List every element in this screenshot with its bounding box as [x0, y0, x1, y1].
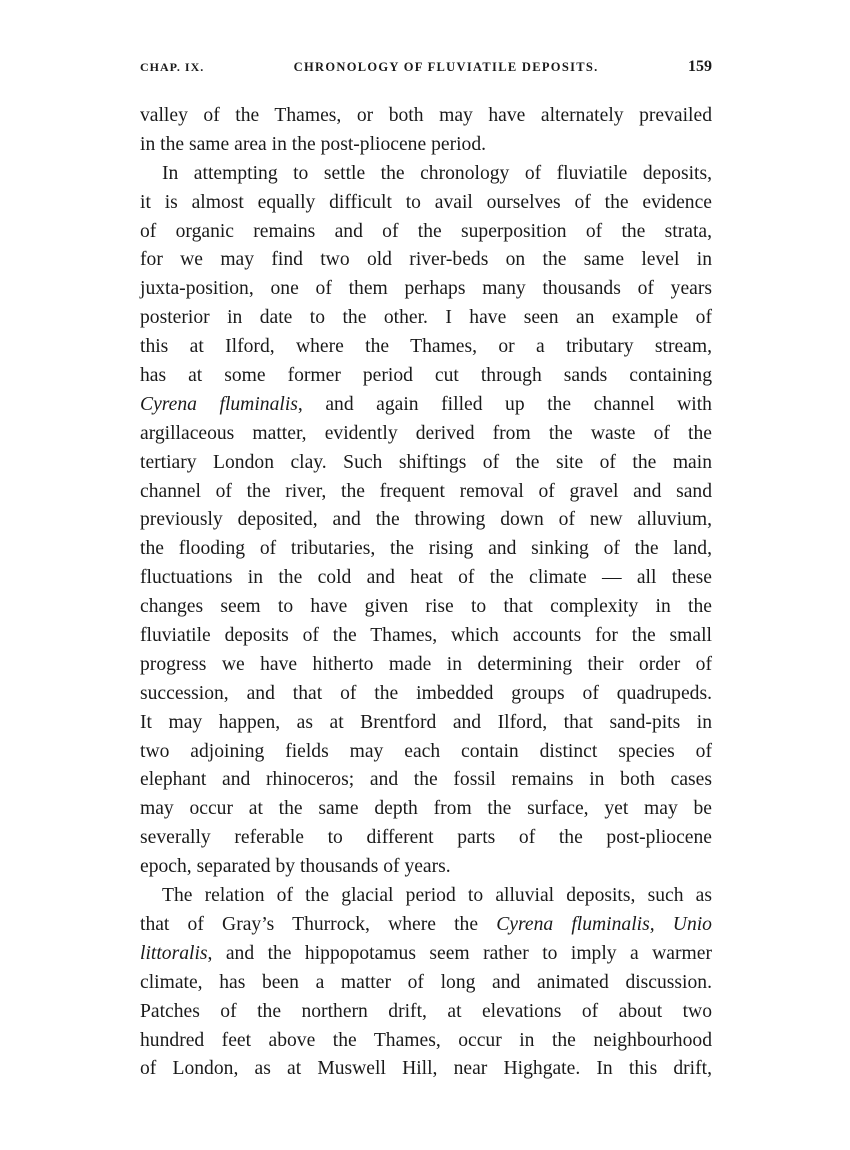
text-segment: It may happen, as at Brentford and Ilford, that sand-pits in	[140, 711, 712, 733]
text-segment: argillaceous matter, evidently derived from the waste of the	[140, 422, 712, 444]
text-segment: posterior in date to the other. I have seen an example of	[140, 307, 712, 329]
text-line	[140, 420, 712, 449]
book-page	[140, 58, 712, 1084]
text-line	[140, 275, 712, 304]
running-title: CHRONOLOGY OF FLUVIATILE DEPOSITS.	[293, 60, 599, 74]
text-line	[140, 189, 712, 218]
text-segment: it is almost equally difficult to avail ourselves of the evidence	[140, 191, 712, 213]
chapter-label: CHAP. IX.	[140, 60, 205, 74]
body-text	[140, 102, 712, 1084]
text-line	[140, 940, 712, 969]
text-line	[140, 651, 712, 680]
text-segment: In attempting to settle the chronology of fluviatile deposits,	[162, 162, 712, 184]
text-segment: tertiary London clay. Such shiftings of the site of the main	[140, 451, 712, 473]
text-segment: previously deposited, and the throwing down of new alluvium,	[140, 509, 712, 531]
text-segment: fluviatile deposits of the Thames, which accounts for the small	[140, 625, 712, 647]
text-segment: changes seem to have given rise to that complexity in the	[140, 596, 712, 618]
text-line	[140, 969, 712, 998]
text-segment: of organic remains and of the superposition of the strata,	[140, 220, 712, 242]
text-line	[140, 795, 712, 824]
text-line	[140, 564, 712, 593]
text-segment: in the same area in the post-pliocene period.	[140, 133, 487, 155]
text-line	[140, 102, 712, 131]
text-segment: channel of the river, the frequent removal of gravel and sand	[140, 480, 712, 502]
text-line	[140, 738, 712, 767]
text-line	[140, 853, 712, 882]
text-segment: severally referable to different parts of the post-pliocene	[140, 827, 712, 849]
text-line	[140, 333, 712, 362]
text-segment: Patches of the northern drift, at elevations of about two	[140, 1000, 712, 1022]
text-line	[140, 506, 712, 535]
text-segment: climate, has been a matter of long and animated discussion.	[140, 971, 712, 993]
text-segment: , and again filled up the channel with	[297, 393, 712, 415]
text-segment: has at some former period cut through sands containing	[140, 365, 712, 387]
text-segment: The relation of the glacial period to alluvial deposits, such as	[162, 885, 712, 907]
text-line	[140, 131, 712, 160]
italic-text: Cyrena fluminalis	[140, 393, 298, 415]
italic-text: Cyrena fluminalis, Unio	[496, 913, 712, 935]
text-line	[140, 1027, 712, 1056]
text-line	[140, 680, 712, 709]
text-segment: fluctuations in the cold and heat of the climate — all these	[140, 567, 712, 589]
text-line	[140, 1055, 712, 1084]
text-line	[140, 882, 712, 911]
text-segment: two adjoining fields may each contain distinct species of	[140, 740, 712, 762]
text-segment: , and the hippopotamus seem rather to imply a warmer	[207, 942, 712, 964]
text-segment: hundred feet above the Thames, occur in the neighbourhood	[140, 1029, 712, 1051]
text-line	[140, 304, 712, 333]
text-line	[140, 998, 712, 1027]
text-line	[140, 218, 712, 247]
text-segment: epoch, separated by thousands of years.	[140, 856, 451, 878]
text-line	[140, 911, 712, 940]
text-line	[140, 766, 712, 795]
running-head	[140, 58, 712, 86]
text-segment: juxta-position, one of them perhaps many thousands of years	[140, 278, 712, 300]
text-line	[140, 535, 712, 564]
text-segment: that of Gray’s Thurrock, where the	[140, 913, 497, 935]
text-line	[140, 246, 712, 275]
text-segment: elephant and rhinoceros; and the fossil remains in both cases	[140, 769, 712, 791]
text-line	[140, 709, 712, 738]
text-line	[140, 391, 712, 420]
text-line	[140, 593, 712, 622]
text-line	[140, 824, 712, 853]
text-line	[140, 362, 712, 391]
text-line	[140, 478, 712, 507]
page-number: 159	[688, 58, 712, 75]
text-line	[140, 160, 712, 189]
text-segment: progress we have hitherto made in determining their order of	[140, 653, 712, 675]
text-segment: valley of the Thames, or both may have alternately prevailed	[140, 105, 712, 126]
text-segment: the flooding of tributaries, the rising and sinking of the land,	[140, 538, 712, 560]
text-segment: for we may find two old river-beds on the same level in	[140, 249, 712, 271]
text-line	[140, 622, 712, 651]
italic-text: littoralis	[140, 942, 208, 964]
text-segment: may occur at the same depth from the surface, yet may be	[140, 798, 712, 820]
text-segment: of London, as at Muswell Hill, near Highgate. In this drift,	[140, 1058, 712, 1080]
text-segment: this at Ilford, where the Thames, or a tributary stream,	[140, 336, 712, 358]
text-line	[140, 449, 712, 478]
text-segment: succession, and that of the imbedded groups of quadrupeds.	[140, 682, 712, 704]
